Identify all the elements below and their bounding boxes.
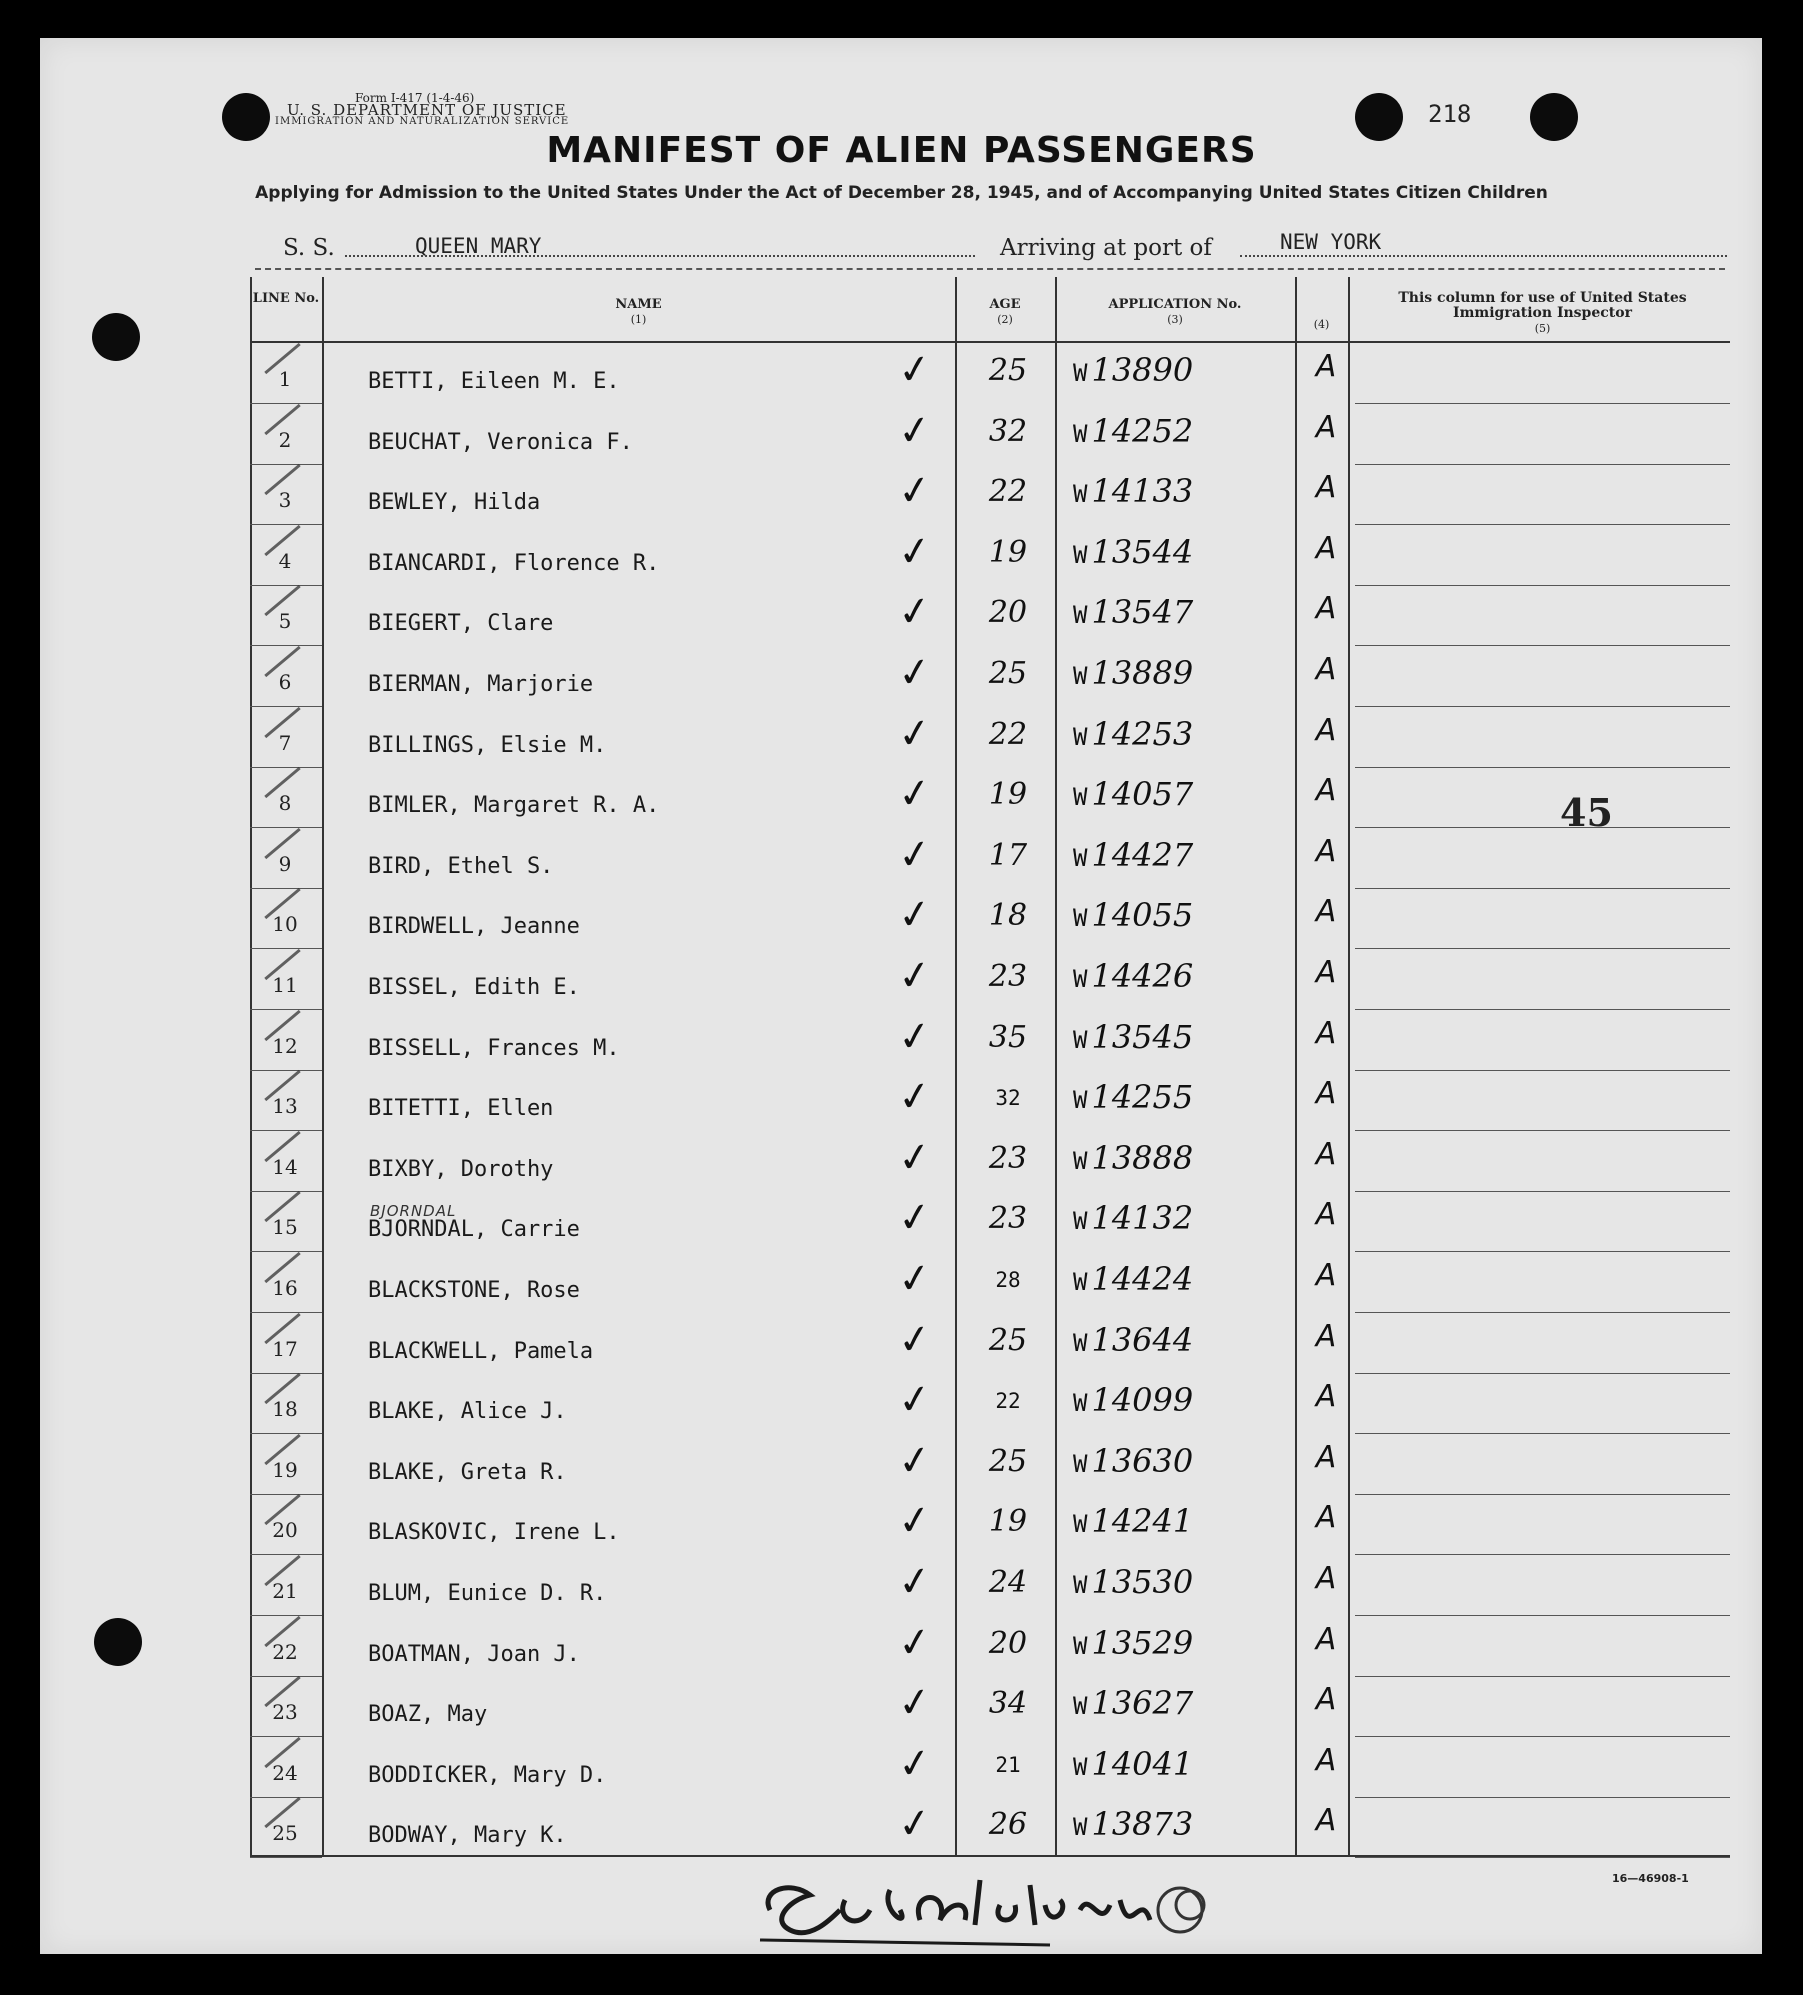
row-rule — [1355, 948, 1730, 949]
passenger-name: BISSEL, Edith E. — [368, 975, 580, 1000]
header-age — [955, 297, 1055, 327]
line-number: 2 — [255, 428, 315, 452]
line-number: 18 — [255, 1397, 315, 1421]
application-prefix: W — [1073, 843, 1088, 872]
header-inspector-label: This column for use of United States Immigration Inspector — [1398, 290, 1687, 321]
passenger-name: BLASKOVIC, Irene L. — [368, 1520, 620, 1546]
application-digits: 13530 — [1091, 1563, 1194, 1601]
passenger-name: BLACKSTONE, Rose — [368, 1278, 580, 1303]
row-rule — [1355, 767, 1730, 768]
status-mark: A — [1315, 470, 1337, 506]
application-digits: 14099 — [1091, 1381, 1194, 1420]
header-application-label: APPLICATION No. — [1108, 297, 1242, 312]
passenger-name: BISSELL, Frances M. — [368, 1035, 620, 1061]
header-name — [322, 297, 955, 327]
application-prefix: W — [1073, 722, 1088, 751]
status-mark: A — [1315, 652, 1337, 687]
passenger-name: BILLINGS, Elsie M. — [368, 732, 607, 758]
check-mark-icon: ✓ — [894, 587, 935, 638]
application-number — [1073, 715, 1193, 753]
header-col4-number: (4) — [1313, 318, 1330, 331]
application-digits: 14133 — [1091, 472, 1194, 511]
passenger-age: 25 — [988, 1443, 1028, 1479]
application-number — [1073, 412, 1193, 450]
application-prefix: W — [1073, 1813, 1088, 1842]
row-rule — [1355, 1736, 1730, 1737]
row-rule — [250, 767, 322, 768]
form-header — [275, 92, 569, 128]
application-number — [1073, 1563, 1193, 1601]
application-number — [1073, 1260, 1193, 1298]
column-rule — [955, 277, 957, 1857]
department: U. S. DEPARTMENT OF JUSTICE — [287, 101, 567, 119]
header-inspector — [1355, 291, 1730, 336]
row-rule — [250, 464, 322, 465]
row-rule — [250, 827, 322, 828]
passenger-age: 22 — [988, 474, 1028, 510]
application-prefix: W — [1073, 1268, 1088, 1296]
row-rule — [250, 1009, 322, 1010]
row-rule — [250, 1191, 322, 1192]
passenger-name: BITETTI, Ellen — [368, 1096, 554, 1122]
check-mark-icon: ✓ — [894, 466, 935, 517]
check-mark-icon: ✓ — [894, 1375, 935, 1426]
application-number — [1073, 896, 1193, 934]
row-rule — [250, 524, 322, 525]
status-mark: A — [1315, 1379, 1337, 1415]
passenger-age: 35 — [988, 1019, 1028, 1055]
application-digits: 14055 — [1091, 896, 1194, 935]
passenger-name: BEWLEY, Hilda — [368, 490, 541, 516]
status-mark: A — [1315, 1682, 1337, 1718]
column-rule — [250, 277, 252, 1857]
service: IMMIGRATION AND NATURALIZATION SERVICE — [275, 116, 570, 127]
header-line-no-label: LINE No. — [252, 291, 320, 306]
row-rule — [1355, 1494, 1730, 1495]
status-mark: A — [1315, 833, 1337, 869]
row-rule — [250, 645, 322, 646]
application-number — [1073, 1321, 1193, 1359]
line-number: 14 — [255, 1155, 315, 1179]
line-number: 1 — [255, 367, 315, 391]
passenger-name: BEUCHAT, Veronica F. — [368, 429, 633, 455]
status-mark: A — [1315, 1561, 1337, 1596]
application-prefix: W — [1073, 359, 1088, 387]
passenger-age: 22 — [995, 1389, 1021, 1414]
passenger-age: 23 — [988, 1201, 1028, 1237]
application-number — [1073, 1745, 1193, 1783]
passenger-age: 21 — [995, 1752, 1021, 1777]
application-prefix: W — [1073, 1692, 1088, 1721]
line-number: 13 — [255, 1094, 315, 1118]
application-digits: 13890 — [1091, 351, 1194, 389]
status-mark: A — [1315, 1076, 1337, 1112]
line-number: 25 — [255, 1821, 315, 1845]
row-rule — [250, 1736, 322, 1737]
application-number — [1073, 1139, 1193, 1177]
row-rule — [1355, 706, 1730, 707]
passenger-age: 22 — [988, 716, 1028, 752]
status-mark: A — [1315, 1742, 1337, 1778]
application-number — [1073, 1018, 1193, 1056]
row-rule — [1355, 1070, 1730, 1071]
passenger-age: 28 — [995, 1268, 1021, 1292]
line-number: 19 — [255, 1458, 315, 1482]
application-digits: 14041 — [1091, 1744, 1194, 1783]
line-number: 7 — [255, 731, 315, 755]
check-mark-icon: ✓ — [894, 829, 935, 880]
row-rule — [250, 948, 322, 949]
status-mark: A — [1315, 712, 1337, 748]
header-application-number: (3) — [1167, 313, 1183, 326]
check-mark-icon: ✓ — [894, 1496, 935, 1547]
row-rule — [250, 1070, 322, 1071]
application-prefix: W — [1073, 1146, 1088, 1175]
document-title: MANIFEST OF ALIEN PASSENGERS — [546, 130, 1257, 171]
status-mark: A — [1315, 1318, 1337, 1354]
application-digits: 13873 — [1091, 1805, 1194, 1844]
application-prefix: W — [1073, 783, 1088, 812]
application-number — [1073, 533, 1193, 571]
port-name: NEW YORK — [1280, 230, 1382, 254]
passenger-name: BOATMAN, Joan J. — [368, 1641, 580, 1667]
passenger-age: 23 — [988, 959, 1028, 994]
row-rule — [1355, 524, 1730, 525]
header-name-number: (1) — [630, 313, 647, 326]
passenger-name: BIRDWELL, Jeanne — [368, 914, 580, 940]
check-mark-icon: ✓ — [894, 1556, 935, 1608]
application-digits: 13529 — [1091, 1623, 1194, 1662]
application-prefix: W — [1073, 1571, 1088, 1599]
application-prefix: W — [1073, 662, 1088, 690]
line-number: 6 — [255, 670, 315, 694]
passenger-age: 26 — [988, 1807, 1028, 1843]
application-prefix: W — [1073, 1025, 1088, 1054]
row-rule — [250, 1433, 322, 1434]
row-rule — [250, 1494, 322, 1495]
form-number: Form I-417 (1-4-46) — [355, 91, 475, 105]
application-digits: 14253 — [1091, 714, 1194, 753]
passenger-name: BIMLER, Margaret R. A. — [368, 793, 660, 819]
check-mark-icon: ✓ — [894, 1617, 935, 1668]
application-number — [1073, 1684, 1193, 1722]
header-divider — [255, 268, 1725, 270]
page-number: 218 — [1428, 100, 1472, 128]
application-prefix: W — [1073, 1752, 1088, 1781]
check-mark-icon: ✓ — [894, 647, 935, 699]
check-mark-icon: ✓ — [894, 1738, 935, 1789]
footer-form-number: 16—46908-1 — [1612, 1872, 1689, 1885]
check-mark-icon: ✓ — [894, 1253, 935, 1305]
line-number: 22 — [255, 1640, 315, 1664]
application-digits: 14241 — [1091, 1502, 1194, 1541]
application-prefix: W — [1073, 1207, 1088, 1236]
column-rule — [1055, 277, 1057, 1857]
row-rule — [1355, 1312, 1730, 1313]
application-number — [1073, 1078, 1193, 1116]
ship-label: S. S. — [283, 235, 335, 261]
application-number — [1073, 1199, 1193, 1237]
inspector-signature — [750, 1850, 1220, 1960]
line-number: 15 — [255, 1215, 315, 1239]
passenger-age: 32 — [988, 413, 1028, 449]
application-prefix: W — [1073, 1328, 1088, 1357]
passenger-age: 25 — [988, 1322, 1028, 1358]
column-rule — [1295, 277, 1297, 1857]
passenger-name: BODWAY, Mary K. — [368, 1823, 567, 1849]
row-rule — [250, 1251, 322, 1252]
punch-hole-left-mid — [92, 313, 140, 361]
passenger-age: 24 — [988, 1565, 1028, 1600]
punch-hole-left-bottom — [94, 1618, 142, 1666]
application-prefix: W — [1073, 1449, 1088, 1478]
passenger-name: BOAZ, May — [368, 1702, 488, 1728]
application-prefix: W — [1073, 1510, 1088, 1539]
row-rule — [250, 1676, 322, 1677]
application-number — [1073, 1624, 1193, 1662]
status-mark: A — [1315, 591, 1337, 627]
application-digits: 13889 — [1091, 654, 1194, 692]
row-rule — [1355, 1797, 1730, 1798]
row-rule — [250, 1797, 322, 1798]
passenger-name: BIANCARDI, Florence R. — [368, 550, 660, 576]
passenger-age: 18 — [988, 898, 1028, 934]
ship-name: QUEEN MARY — [415, 234, 542, 258]
row-rule — [250, 1857, 322, 1858]
row-rule — [1355, 585, 1730, 586]
row-rule — [1355, 403, 1730, 404]
row-rule — [250, 403, 322, 404]
passenger-name: BLAKE, Alice J. — [368, 1399, 567, 1425]
line-number: 12 — [255, 1034, 315, 1058]
check-mark-icon: ✓ — [894, 1072, 935, 1123]
passenger-name: BJORNDAL, Carrie — [368, 1217, 580, 1243]
passenger-name: BIRD, Ethel S. — [368, 853, 554, 879]
header-line-no — [250, 291, 322, 306]
application-digits: 13545 — [1091, 1017, 1194, 1056]
status-mark: A — [1315, 349, 1337, 384]
line-number: 10 — [255, 912, 315, 936]
passenger-name: BLUM, Eunice D. R. — [368, 1581, 607, 1606]
line-number: 8 — [255, 791, 315, 815]
line-number: 4 — [255, 549, 315, 573]
handwritten-correction: BJORNDAL — [370, 1202, 457, 1220]
application-number — [1073, 593, 1193, 631]
line-number: 20 — [255, 1518, 315, 1542]
row-rule — [250, 706, 322, 707]
application-digits: 14252 — [1091, 411, 1194, 450]
application-prefix: W — [1073, 1389, 1088, 1418]
application-prefix: W — [1073, 1086, 1088, 1115]
status-mark: A — [1315, 955, 1337, 990]
passenger-age: 19 — [988, 777, 1028, 813]
passenger-age: 25 — [988, 656, 1028, 691]
header-age-number: (2) — [997, 313, 1013, 326]
application-digits: 13544 — [1091, 532, 1194, 571]
header-rule — [250, 341, 1730, 343]
status-mark: A — [1315, 1439, 1337, 1475]
application-prefix: W — [1073, 419, 1088, 448]
passenger-name: BETTI, Eileen M. E. — [368, 369, 620, 394]
row-rule — [1355, 1130, 1730, 1131]
passenger-name: BIERMAN, Marjorie — [368, 672, 594, 697]
status-mark: A — [1315, 409, 1337, 445]
check-mark-icon: ✓ — [894, 1435, 935, 1486]
column-rule — [322, 277, 324, 1857]
application-digits: 13630 — [1091, 1441, 1194, 1480]
row-rule — [1355, 1251, 1730, 1252]
passenger-name: BLACKWELL, Pamela — [368, 1338, 594, 1364]
row-rule — [1355, 1373, 1730, 1374]
line-number: 21 — [255, 1579, 315, 1603]
row-rule — [1355, 1676, 1730, 1677]
port-underline — [1240, 255, 1727, 257]
application-digits: 13644 — [1091, 1320, 1194, 1359]
header-application — [1055, 297, 1295, 327]
application-digits: 13627 — [1091, 1684, 1194, 1723]
row-rule — [1355, 827, 1730, 828]
passenger-age: 19 — [988, 534, 1028, 570]
application-number — [1073, 1442, 1193, 1480]
line-number: 9 — [255, 852, 315, 876]
application-prefix: W — [1073, 965, 1088, 993]
row-rule — [250, 888, 322, 889]
document-subtitle: Applying for Admission to the United States Under the Act of December 28, 1945, and of Accompanying United States Citizen Children — [255, 183, 1548, 203]
passenger-age: 20 — [988, 595, 1028, 631]
line-number: 17 — [255, 1337, 315, 1361]
row-rule — [1355, 888, 1730, 889]
line-number: 16 — [255, 1276, 315, 1300]
application-digits: 14427 — [1091, 835, 1194, 874]
status-mark: A — [1315, 894, 1337, 930]
application-number — [1073, 957, 1193, 995]
row-rule — [1355, 645, 1730, 646]
check-mark-icon: ✓ — [894, 405, 935, 456]
header-name-label: NAME — [615, 297, 662, 312]
status-mark: A — [1315, 1197, 1337, 1233]
application-digits: 14255 — [1091, 1078, 1194, 1117]
passenger-age: 34 — [988, 1686, 1028, 1722]
status-mark: A — [1315, 1015, 1337, 1051]
header-col4 — [1295, 317, 1348, 332]
column-rule — [1348, 277, 1350, 1857]
line-number: 3 — [255, 488, 315, 512]
status-mark: A — [1315, 1500, 1337, 1536]
line-number: 5 — [255, 609, 315, 633]
check-mark-icon: ✓ — [894, 526, 935, 577]
passenger-age: 25 — [988, 353, 1028, 388]
row-rule — [250, 1554, 322, 1555]
application-prefix: W — [1073, 480, 1088, 509]
row-rule — [250, 1373, 322, 1374]
application-number — [1073, 351, 1193, 389]
status-mark: A — [1315, 1621, 1337, 1657]
application-number — [1073, 775, 1193, 813]
application-number — [1073, 1502, 1193, 1540]
application-prefix: W — [1073, 1631, 1088, 1660]
application-number — [1073, 472, 1193, 510]
application-number — [1073, 654, 1193, 692]
application-prefix: W — [1073, 540, 1088, 569]
row-rule — [1355, 1191, 1730, 1192]
application-number — [1073, 1381, 1193, 1419]
check-mark-icon: ✓ — [894, 1314, 935, 1365]
passenger-age: 23 — [988, 1140, 1028, 1176]
row-rule — [1355, 1857, 1730, 1858]
header-inspector-number: (5) — [1534, 322, 1551, 335]
passenger-age: 19 — [988, 1504, 1028, 1540]
check-mark-icon: ✓ — [894, 1011, 935, 1062]
application-digits: 14426 — [1091, 957, 1194, 995]
check-mark-icon: ✓ — [894, 708, 935, 759]
application-digits: 13547 — [1091, 593, 1194, 632]
header-age-label: AGE — [989, 297, 1021, 312]
status-mark: A — [1315, 1136, 1337, 1172]
status-mark: A — [1315, 1803, 1337, 1839]
passenger-name: BODDICKER, Mary D. — [368, 1762, 607, 1788]
port-label: Arriving at port of — [1000, 235, 1212, 261]
status-mark: A — [1315, 1258, 1337, 1293]
application-digits: 14057 — [1091, 775, 1194, 814]
application-digits: 14424 — [1091, 1260, 1194, 1298]
status-mark: A — [1315, 530, 1337, 566]
passenger-age: 20 — [988, 1625, 1028, 1661]
row-rule — [1355, 1615, 1730, 1616]
application-digits: 13888 — [1091, 1138, 1194, 1177]
check-mark-icon: ✓ — [894, 1678, 935, 1729]
application-digits: 14132 — [1091, 1199, 1194, 1238]
inspector-note: 45 — [1560, 790, 1613, 835]
status-mark: A — [1315, 773, 1337, 809]
check-mark-icon: ✓ — [894, 1799, 935, 1850]
line-number: 24 — [255, 1761, 315, 1785]
passenger-age: 17 — [988, 837, 1028, 873]
check-mark-icon: ✓ — [894, 1193, 935, 1244]
passenger-age: 32 — [995, 1086, 1021, 1111]
check-mark-icon: ✓ — [894, 950, 935, 1002]
line-number: 11 — [255, 973, 315, 997]
row-rule — [1355, 1554, 1730, 1555]
application-number — [1073, 1805, 1193, 1843]
check-mark-icon: ✓ — [894, 890, 935, 941]
row-rule — [1355, 1433, 1730, 1434]
application-number — [1073, 836, 1193, 874]
application-prefix: W — [1073, 904, 1088, 933]
check-mark-icon: ✓ — [894, 769, 935, 820]
check-mark-icon: ✓ — [894, 344, 935, 396]
row-rule — [250, 1615, 322, 1616]
row-rule — [250, 1130, 322, 1131]
row-rule — [250, 1312, 322, 1313]
application-prefix: W — [1073, 601, 1088, 630]
passenger-name: BIXBY, Dorothy — [368, 1156, 554, 1182]
row-rule — [1355, 1009, 1730, 1010]
passenger-name: BLAKE, Greta R. — [368, 1459, 567, 1485]
passenger-name: BIEGERT, Clare — [368, 611, 554, 637]
row-rule — [1355, 464, 1730, 465]
line-number: 23 — [255, 1700, 315, 1724]
row-rule — [250, 585, 322, 586]
check-mark-icon: ✓ — [894, 1132, 935, 1183]
